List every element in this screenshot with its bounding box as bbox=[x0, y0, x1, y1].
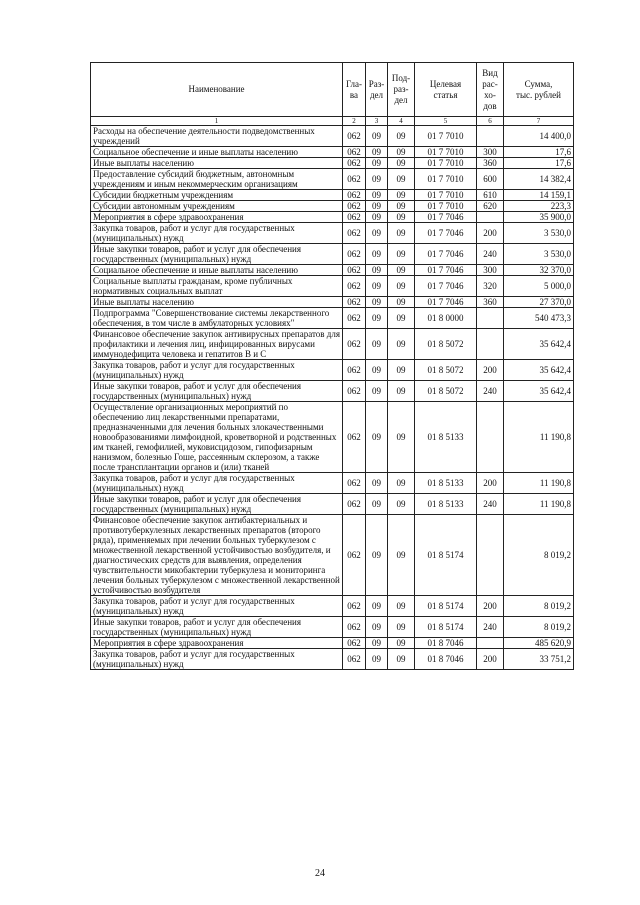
row-podrazdel: 09 bbox=[388, 276, 415, 297]
row-glava: 062 bbox=[343, 276, 366, 297]
table-row bbox=[91, 494, 574, 515]
row-glava: 062 bbox=[343, 212, 366, 223]
row-glava: 062 bbox=[343, 126, 366, 147]
row-glava: 062 bbox=[343, 190, 366, 201]
row-statya: 01 7 7046 bbox=[415, 297, 477, 308]
row-vid bbox=[477, 308, 504, 329]
row-vid bbox=[477, 638, 504, 649]
row-podrazdel: 09 bbox=[388, 147, 415, 158]
table-row bbox=[91, 276, 574, 297]
row-razdel: 09 bbox=[366, 515, 388, 596]
row-vid: 620 bbox=[477, 201, 504, 212]
row-podrazdel: 09 bbox=[388, 308, 415, 329]
row-glava: 062 bbox=[343, 308, 366, 329]
table-row bbox=[91, 308, 574, 329]
header-razdel: Раз- дел bbox=[366, 63, 388, 117]
row-statya: 01 7 7046 bbox=[415, 212, 477, 223]
table-body bbox=[91, 126, 574, 670]
row-razdel: 09 bbox=[366, 126, 388, 147]
row-name: Закупка товаров, работ и услуг для государственных (муниципальных) нужд bbox=[91, 596, 343, 617]
row-podrazdel: 09 bbox=[388, 297, 415, 308]
row-statya: 01 8 5072 bbox=[415, 329, 477, 360]
row-statya: 01 8 5174 bbox=[415, 596, 477, 617]
row-name: Иные закупки товаров, работ и услуг для обеспечения государственных (муниципальных) нужд bbox=[91, 381, 343, 402]
row-podrazdel: 09 bbox=[388, 190, 415, 201]
row-razdel: 09 bbox=[366, 201, 388, 212]
row-name: Подпрограмма "Совершенствование системы лекарственного обеспечения, в том числе в амбулаторных условиях" bbox=[91, 308, 343, 329]
row-podrazdel: 09 bbox=[388, 126, 415, 147]
table-row bbox=[91, 158, 574, 169]
row-podrazdel: 09 bbox=[388, 212, 415, 223]
table-row bbox=[91, 649, 574, 670]
page-number: 24 bbox=[315, 868, 325, 879]
table-row bbox=[91, 596, 574, 617]
row-name: Мероприятия в сфере здравоохранения bbox=[91, 212, 343, 223]
row-vid: 200 bbox=[477, 596, 504, 617]
row-glava: 062 bbox=[343, 649, 366, 670]
row-sum: 8 019,2 bbox=[504, 617, 574, 638]
row-podrazdel: 09 bbox=[388, 381, 415, 402]
row-podrazdel: 09 bbox=[388, 638, 415, 649]
row-glava: 062 bbox=[343, 244, 366, 265]
row-podrazdel: 09 bbox=[388, 360, 415, 381]
row-razdel: 09 bbox=[366, 223, 388, 244]
row-name: Субсидии автономным учреждениям bbox=[91, 201, 343, 212]
row-glava: 062 bbox=[343, 158, 366, 169]
row-vid bbox=[477, 212, 504, 223]
header-sum: Сумма, тыс. рублей bbox=[504, 63, 574, 117]
row-razdel: 09 bbox=[366, 494, 388, 515]
header-row bbox=[91, 63, 574, 117]
column-number-row bbox=[91, 117, 574, 126]
row-name: Расходы на обеспечение деятельности подведомственных учреждений bbox=[91, 126, 343, 147]
table-row bbox=[91, 190, 574, 201]
row-razdel: 09 bbox=[366, 617, 388, 638]
table-row bbox=[91, 169, 574, 190]
header-statya: Целевая статья bbox=[415, 63, 477, 117]
row-sum: 35 900,0 bbox=[504, 212, 574, 223]
column-number: 4 bbox=[388, 117, 415, 126]
row-vid: 240 bbox=[477, 494, 504, 515]
table-row bbox=[91, 223, 574, 244]
table-row bbox=[91, 402, 574, 473]
row-statya: 01 7 7010 bbox=[415, 169, 477, 190]
row-sum: 3 530,0 bbox=[504, 244, 574, 265]
row-statya: 01 8 7046 bbox=[415, 649, 477, 670]
table-row bbox=[91, 265, 574, 276]
row-name: Иные закупки товаров, работ и услуг для обеспечения государственных (муниципальных) нужд bbox=[91, 494, 343, 515]
row-razdel: 09 bbox=[366, 381, 388, 402]
row-razdel: 09 bbox=[366, 212, 388, 223]
row-razdel: 09 bbox=[366, 402, 388, 473]
row-glava: 062 bbox=[343, 638, 366, 649]
row-vid: 300 bbox=[477, 147, 504, 158]
row-sum: 35 642,4 bbox=[504, 381, 574, 402]
row-razdel: 09 bbox=[366, 276, 388, 297]
table-row bbox=[91, 329, 574, 360]
row-podrazdel: 09 bbox=[388, 158, 415, 169]
table-row bbox=[91, 126, 574, 147]
row-razdel: 09 bbox=[366, 329, 388, 360]
table-row bbox=[91, 638, 574, 649]
row-glava: 062 bbox=[343, 265, 366, 276]
row-statya: 01 8 5133 bbox=[415, 494, 477, 515]
row-statya: 01 7 7010 bbox=[415, 158, 477, 169]
row-sum: 3 530,0 bbox=[504, 223, 574, 244]
row-statya: 01 7 7046 bbox=[415, 276, 477, 297]
row-podrazdel: 09 bbox=[388, 169, 415, 190]
row-glava: 062 bbox=[343, 494, 366, 515]
header-glava: Гла- ва bbox=[343, 63, 366, 117]
row-razdel: 09 bbox=[366, 158, 388, 169]
row-name: Социальные выплаты гражданам, кроме публичных нормативных социальных выплат bbox=[91, 276, 343, 297]
row-statya: 01 8 0000 bbox=[415, 308, 477, 329]
row-statya: 01 8 5174 bbox=[415, 515, 477, 596]
row-statya: 01 7 7046 bbox=[415, 223, 477, 244]
row-statya: 01 8 5133 bbox=[415, 473, 477, 494]
row-glava: 062 bbox=[343, 473, 366, 494]
row-name: Субсидии бюджетным учреждениям bbox=[91, 190, 343, 201]
row-vid: 200 bbox=[477, 360, 504, 381]
row-razdel: 09 bbox=[366, 297, 388, 308]
row-podrazdel: 09 bbox=[388, 244, 415, 265]
row-statya: 01 7 7046 bbox=[415, 244, 477, 265]
row-sum: 33 751,2 bbox=[504, 649, 574, 670]
row-podrazdel: 09 bbox=[388, 201, 415, 212]
table-row bbox=[91, 360, 574, 381]
row-podrazdel: 09 bbox=[388, 329, 415, 360]
row-statya: 01 7 7010 bbox=[415, 201, 477, 212]
row-podrazdel: 09 bbox=[388, 223, 415, 244]
column-number: 3 bbox=[366, 117, 388, 126]
row-sum: 223,3 bbox=[504, 201, 574, 212]
row-name: Финансовое обеспечение закупок антивирусных препаратов для профилактики и лечения лиц, инфицированных вирусами иммунодефицита человека и гепатитов В и С bbox=[91, 329, 343, 360]
row-sum: 8 019,2 bbox=[504, 515, 574, 596]
row-vid bbox=[477, 515, 504, 596]
row-sum: 11 190,8 bbox=[504, 473, 574, 494]
row-glava: 062 bbox=[343, 147, 366, 158]
row-razdel: 09 bbox=[366, 473, 388, 494]
budget-table bbox=[90, 62, 574, 670]
table-row bbox=[91, 381, 574, 402]
row-glava: 062 bbox=[343, 329, 366, 360]
row-glava: 062 bbox=[343, 169, 366, 190]
row-name: Осуществление организационных мероприятий по обеспечению лиц лекарственными препаратами, предназначенными для лечения больных злокачественными новообразованиями лимфоидной, кроветворной и родственных им тканей, гемофилией, муковисцидозом, гипофизарным нанизмом, болезнью Гоше, рассеянным склерозом, а также после трансплантации органов и (или) тканей bbox=[91, 402, 343, 473]
row-podrazdel: 09 bbox=[388, 494, 415, 515]
row-glava: 062 bbox=[343, 201, 366, 212]
row-sum: 27 370,0 bbox=[504, 297, 574, 308]
row-glava: 062 bbox=[343, 402, 366, 473]
column-number: 7 bbox=[504, 117, 574, 126]
row-name: Иные выплаты населению bbox=[91, 297, 343, 308]
row-sum: 17,6 bbox=[504, 158, 574, 169]
row-vid bbox=[477, 126, 504, 147]
row-statya: 01 7 7010 bbox=[415, 190, 477, 201]
row-vid: 240 bbox=[477, 244, 504, 265]
row-statya: 01 8 5174 bbox=[415, 617, 477, 638]
row-sum: 485 620,9 bbox=[504, 638, 574, 649]
row-glava: 062 bbox=[343, 617, 366, 638]
row-razdel: 09 bbox=[366, 265, 388, 276]
row-glava: 062 bbox=[343, 223, 366, 244]
row-podrazdel: 09 bbox=[388, 617, 415, 638]
row-statya: 01 7 7010 bbox=[415, 126, 477, 147]
row-vid: 240 bbox=[477, 381, 504, 402]
row-sum: 14 400,0 bbox=[504, 126, 574, 147]
row-sum: 11 190,8 bbox=[504, 402, 574, 473]
row-podrazdel: 09 bbox=[388, 596, 415, 617]
table-row bbox=[91, 244, 574, 265]
row-razdel: 09 bbox=[366, 190, 388, 201]
row-name: Закупка товаров, работ и услуг для государственных (муниципальных) нужд bbox=[91, 473, 343, 494]
row-statya: 01 8 5133 bbox=[415, 402, 477, 473]
row-vid: 200 bbox=[477, 223, 504, 244]
row-glava: 062 bbox=[343, 381, 366, 402]
row-sum: 32 370,0 bbox=[504, 265, 574, 276]
row-razdel: 09 bbox=[366, 596, 388, 617]
table-row bbox=[91, 515, 574, 596]
row-name: Мероприятия в сфере здравоохранения bbox=[91, 638, 343, 649]
header-vid: Вид рас- хо- дов bbox=[477, 63, 504, 117]
row-vid bbox=[477, 329, 504, 360]
column-number: 2 bbox=[343, 117, 366, 126]
row-statya: 01 8 7046 bbox=[415, 638, 477, 649]
row-podrazdel: 09 bbox=[388, 473, 415, 494]
row-name: Социальное обеспечение и иные выплаты населению bbox=[91, 265, 343, 276]
row-podrazdel: 09 bbox=[388, 402, 415, 473]
column-number: 5 bbox=[415, 117, 477, 126]
row-razdel: 09 bbox=[366, 360, 388, 381]
row-vid bbox=[477, 402, 504, 473]
row-sum: 540 473,3 bbox=[504, 308, 574, 329]
table-row bbox=[91, 212, 574, 223]
row-vid: 360 bbox=[477, 158, 504, 169]
row-razdel: 09 bbox=[366, 649, 388, 670]
row-statya: 01 8 5072 bbox=[415, 360, 477, 381]
row-name: Финансовое обеспечение закупок антибактериальных и противотуберкулезных лекарственных препаратов (второго ряда), применяемых при лечении больных туберкулезом с множественной лекарственной устойчивостью возбудителя, и диагностических средств для выявления, определения чувствительности микобактерии туберкулеза и мониторинга лечения больных туберкулезом с множественной лекарственной устойчивостью возбудителя bbox=[91, 515, 343, 596]
row-name: Социальное обеспечение и иные выплаты населению bbox=[91, 147, 343, 158]
table-row bbox=[91, 201, 574, 212]
row-vid: 300 bbox=[477, 265, 504, 276]
row-razdel: 09 bbox=[366, 308, 388, 329]
header-name: Наименование bbox=[91, 63, 343, 117]
row-glava: 062 bbox=[343, 297, 366, 308]
row-vid: 610 bbox=[477, 190, 504, 201]
row-razdel: 09 bbox=[366, 638, 388, 649]
table-row bbox=[91, 147, 574, 158]
row-razdel: 09 bbox=[366, 147, 388, 158]
row-vid: 600 bbox=[477, 169, 504, 190]
row-statya: 01 8 5072 bbox=[415, 381, 477, 402]
row-vid: 360 bbox=[477, 297, 504, 308]
row-vid: 320 bbox=[477, 276, 504, 297]
row-vid: 200 bbox=[477, 473, 504, 494]
row-name: Иные закупки товаров, работ и услуг для обеспечения государственных (муниципальных) нужд bbox=[91, 244, 343, 265]
row-sum: 5 000,0 bbox=[504, 276, 574, 297]
header-podrazdel: Под- раз- дел bbox=[388, 63, 415, 117]
row-name: Предоставление субсидий бюджетным, автономным учреждениям и иным некоммерческим организациям bbox=[91, 169, 343, 190]
row-name: Закупка товаров, работ и услуг для государственных (муниципальных) нужд bbox=[91, 649, 343, 670]
row-podrazdel: 09 bbox=[388, 649, 415, 670]
row-vid: 240 bbox=[477, 617, 504, 638]
row-razdel: 09 bbox=[366, 169, 388, 190]
row-name: Закупка товаров, работ и услуг для государственных (муниципальных) нужд bbox=[91, 360, 343, 381]
column-number: 6 bbox=[477, 117, 504, 126]
row-sum: 14 382,4 bbox=[504, 169, 574, 190]
row-sum: 11 190,8 bbox=[504, 494, 574, 515]
row-podrazdel: 09 bbox=[388, 265, 415, 276]
table-row bbox=[91, 297, 574, 308]
row-vid: 200 bbox=[477, 649, 504, 670]
row-glava: 062 bbox=[343, 596, 366, 617]
table-row bbox=[91, 473, 574, 494]
column-number: 1 bbox=[91, 117, 343, 126]
row-sum: 8 019,2 bbox=[504, 596, 574, 617]
row-name: Иные закупки товаров, работ и услуг для обеспечения государственных (муниципальных) нужд bbox=[91, 617, 343, 638]
row-name: Иные выплаты населению bbox=[91, 158, 343, 169]
row-razdel: 09 bbox=[366, 244, 388, 265]
row-sum: 14 159,1 bbox=[504, 190, 574, 201]
row-statya: 01 7 7046 bbox=[415, 265, 477, 276]
row-name: Закупка товаров, работ и услуг для государственных (муниципальных) нужд bbox=[91, 223, 343, 244]
row-sum: 35 642,4 bbox=[504, 329, 574, 360]
row-statya: 01 7 7010 bbox=[415, 147, 477, 158]
row-glava: 062 bbox=[343, 515, 366, 596]
row-podrazdel: 09 bbox=[388, 515, 415, 596]
row-glava: 062 bbox=[343, 360, 366, 381]
table-row bbox=[91, 617, 574, 638]
row-sum: 17,6 bbox=[504, 147, 574, 158]
row-sum: 35 642,4 bbox=[504, 360, 574, 381]
